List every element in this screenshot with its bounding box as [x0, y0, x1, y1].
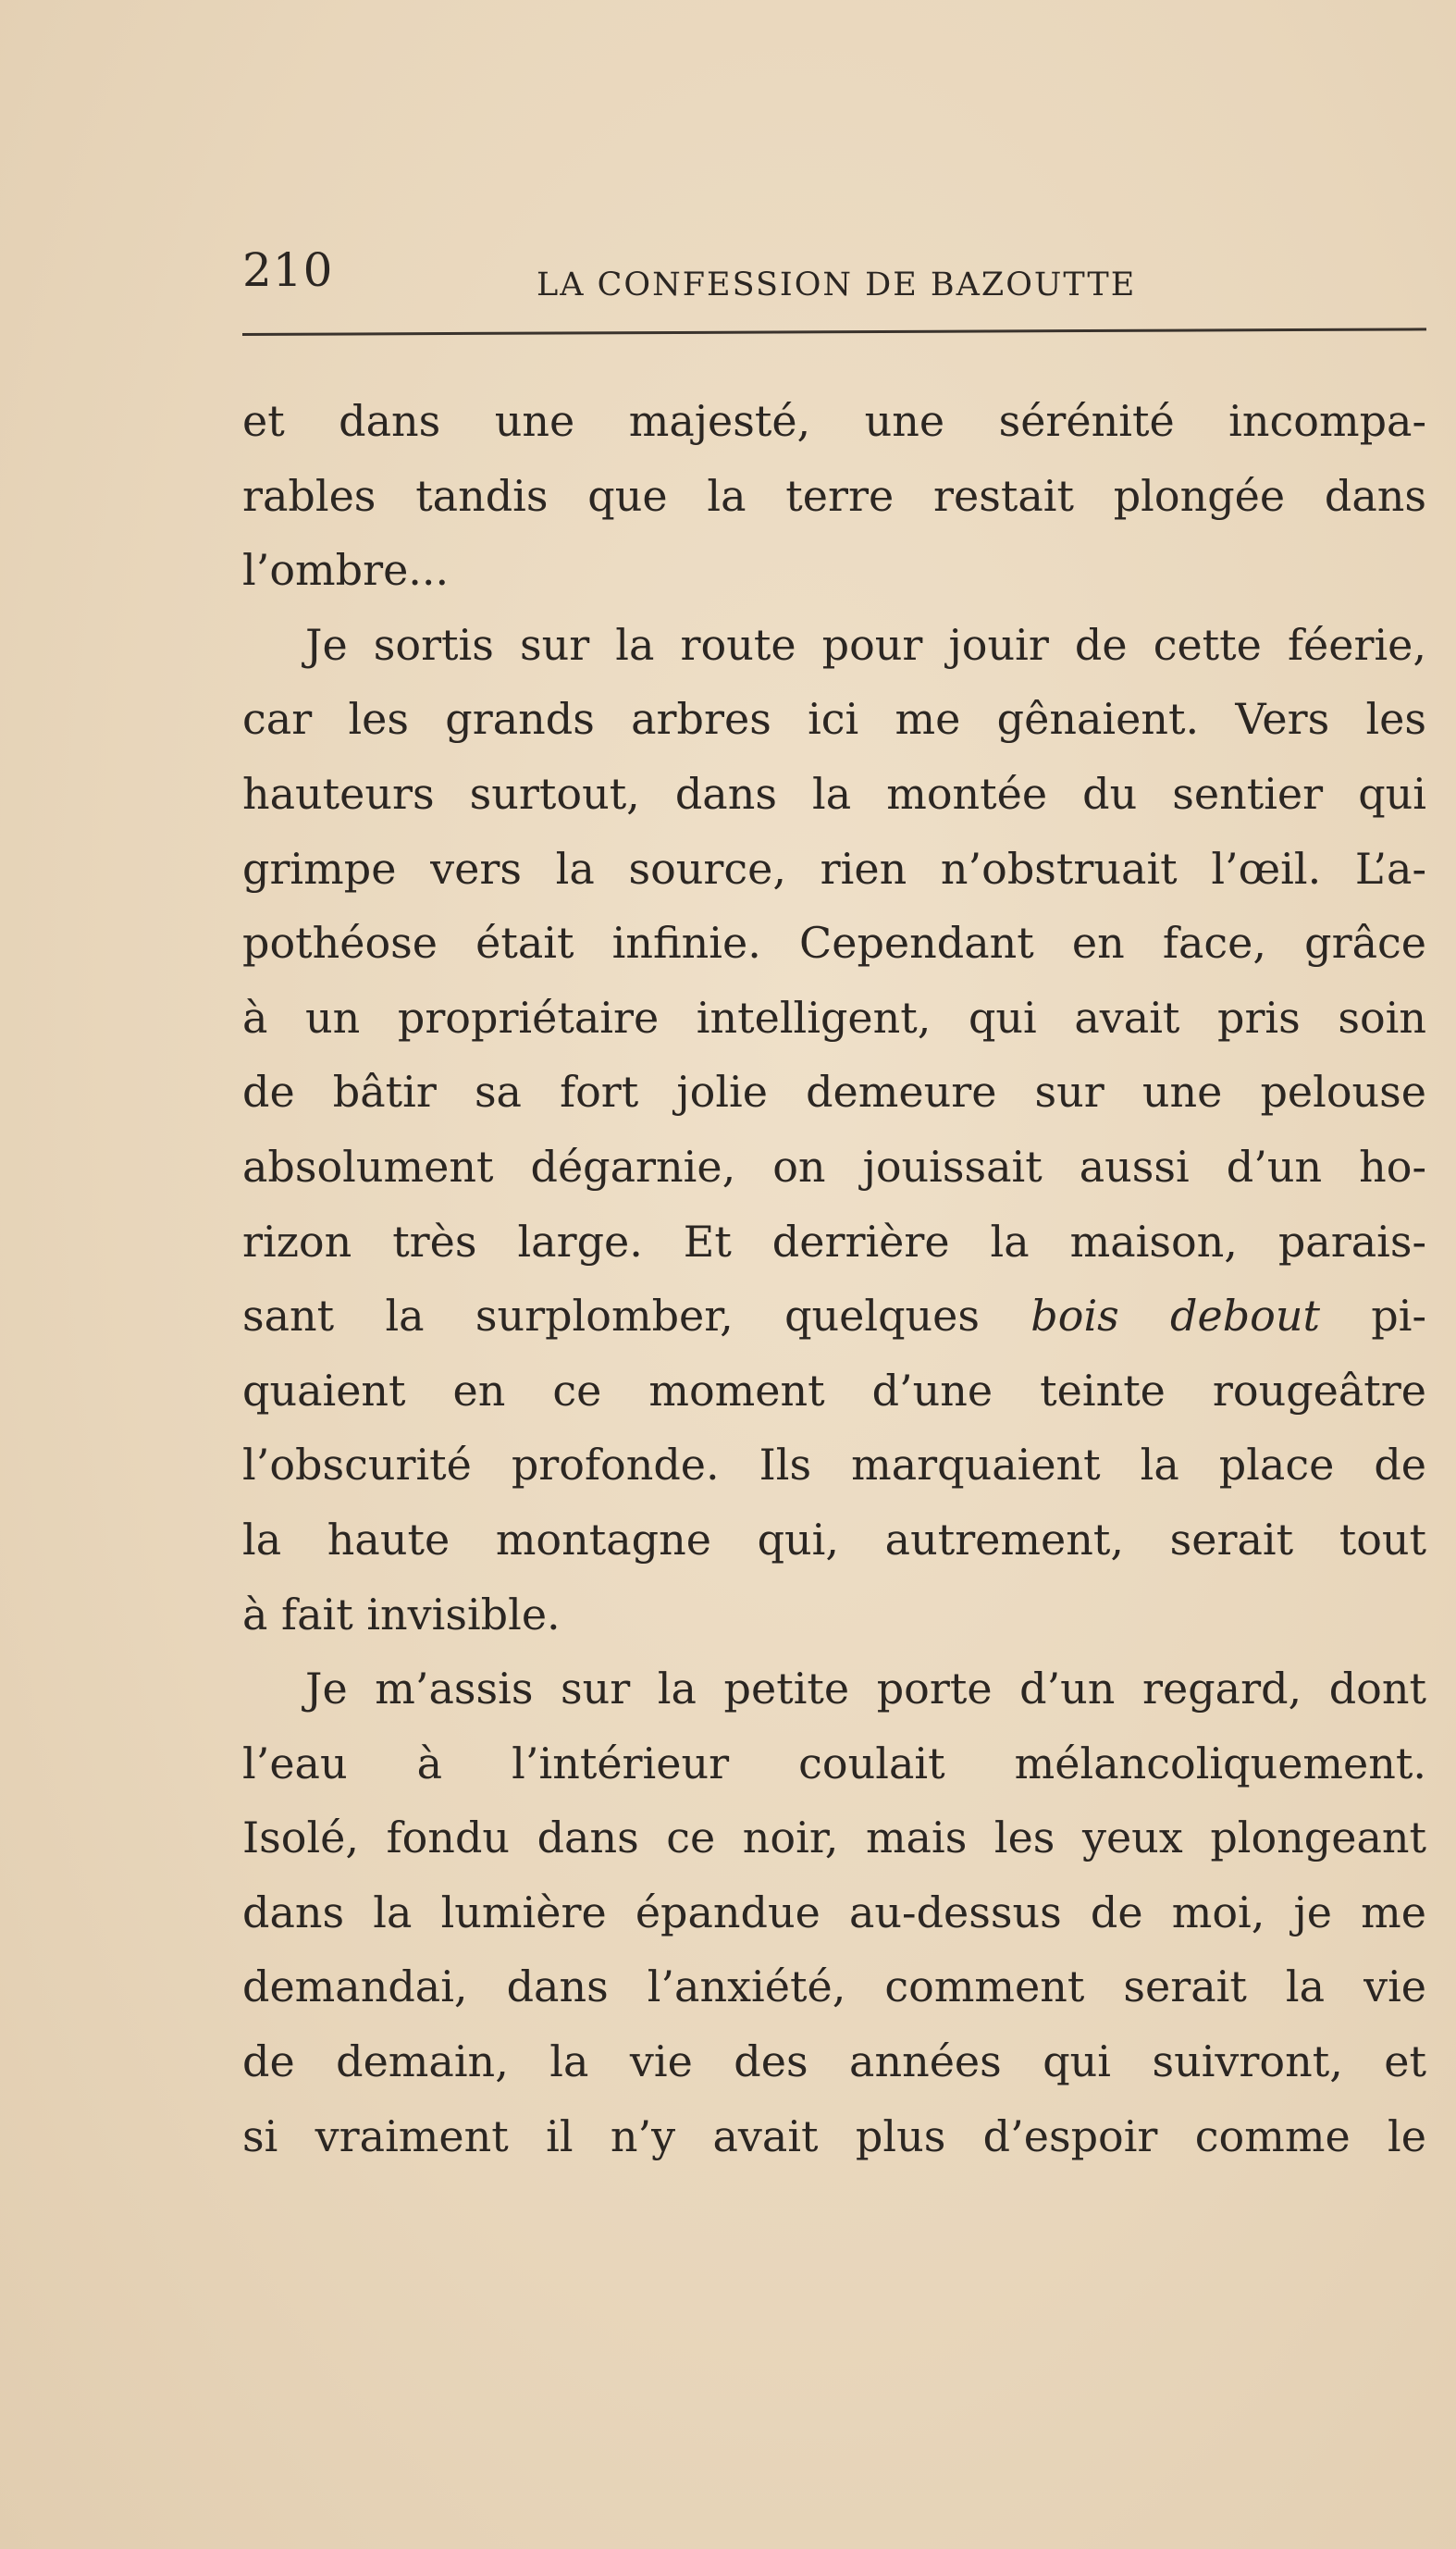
- text-line: Je m’assis sur la petite porte d’un regard, dont: [305, 1664, 1426, 1714]
- text-line: si vraiment il n’y avait plus d’espoir comme le: [242, 2110, 1426, 2161]
- text-line: demandai, dans l’anxiété, comment serait la vie: [242, 1961, 1426, 2012]
- text-line: rizon très large. Et derrière la maison, parais-: [242, 1216, 1426, 1267]
- running-head: [242, 242, 1436, 316]
- text-line: Isolé, fondu dans ce noir, mais les yeux plongeant: [242, 1813, 1426, 1863]
- text-line: grimpe vers la source, rien n’obstruait l’œil. L’a-: [242, 843, 1426, 894]
- text-line: Je sortis sur la route pour jouir de cette féerie,: [305, 619, 1426, 670]
- text-line: car les grands arbres ici me gênaient. Vers les: [242, 694, 1426, 745]
- text-segment: pi-: [1371, 1291, 1426, 1342]
- text-line: l’obscurité profonde. Ils marquaient la place de: [242, 1440, 1426, 1491]
- text-line: de demain, la vie des années qui suivront, et: [242, 2036, 1426, 2087]
- page-number: 210: [242, 243, 334, 297]
- text-line: quaient en ce moment d’une teinte rougeâtre: [242, 1365, 1426, 1416]
- text-line: [242, 1279, 1426, 1354]
- italic-phrase: bois debout: [1030, 1291, 1320, 1342]
- running-title: LA CONFESSION DE BAZOUTTE: [537, 266, 1137, 303]
- header-rule: [242, 328, 1426, 336]
- text-line: de bâtir sa fort jolie demeure sur une pelouse: [242, 1067, 1426, 1118]
- text-line: rables tandis que la terre restait plongée dans: [242, 470, 1426, 521]
- text-line: dans la lumière épandue au-dessus de moi, je me: [242, 1887, 1426, 1937]
- text-line: pothéose était infinie. Cependant en face, grâce: [242, 918, 1426, 969]
- text-line: l’ombre...: [242, 545, 450, 596]
- text-line: hauteurs surtout, dans la montée du sentier qui: [242, 768, 1426, 819]
- text-line: l’eau à l’intérieur coulait mélancoliquement.: [242, 1738, 1426, 1788]
- body-text: [242, 384, 1426, 2173]
- text-line: absolument dégarnie, on jouissait aussi d’un ho-: [242, 1141, 1426, 1192]
- text-segment: sant la surplomber, quelques: [242, 1291, 980, 1342]
- text-line: à un propriétaire intelligent, qui avait pris soin: [242, 992, 1426, 1043]
- text-line: à fait invisible.: [242, 1589, 561, 1640]
- text-line: la haute montagne qui, autrement, serait tout: [242, 1514, 1426, 1565]
- text-line: et dans une majesté, une sérénité incompa-: [242, 396, 1426, 446]
